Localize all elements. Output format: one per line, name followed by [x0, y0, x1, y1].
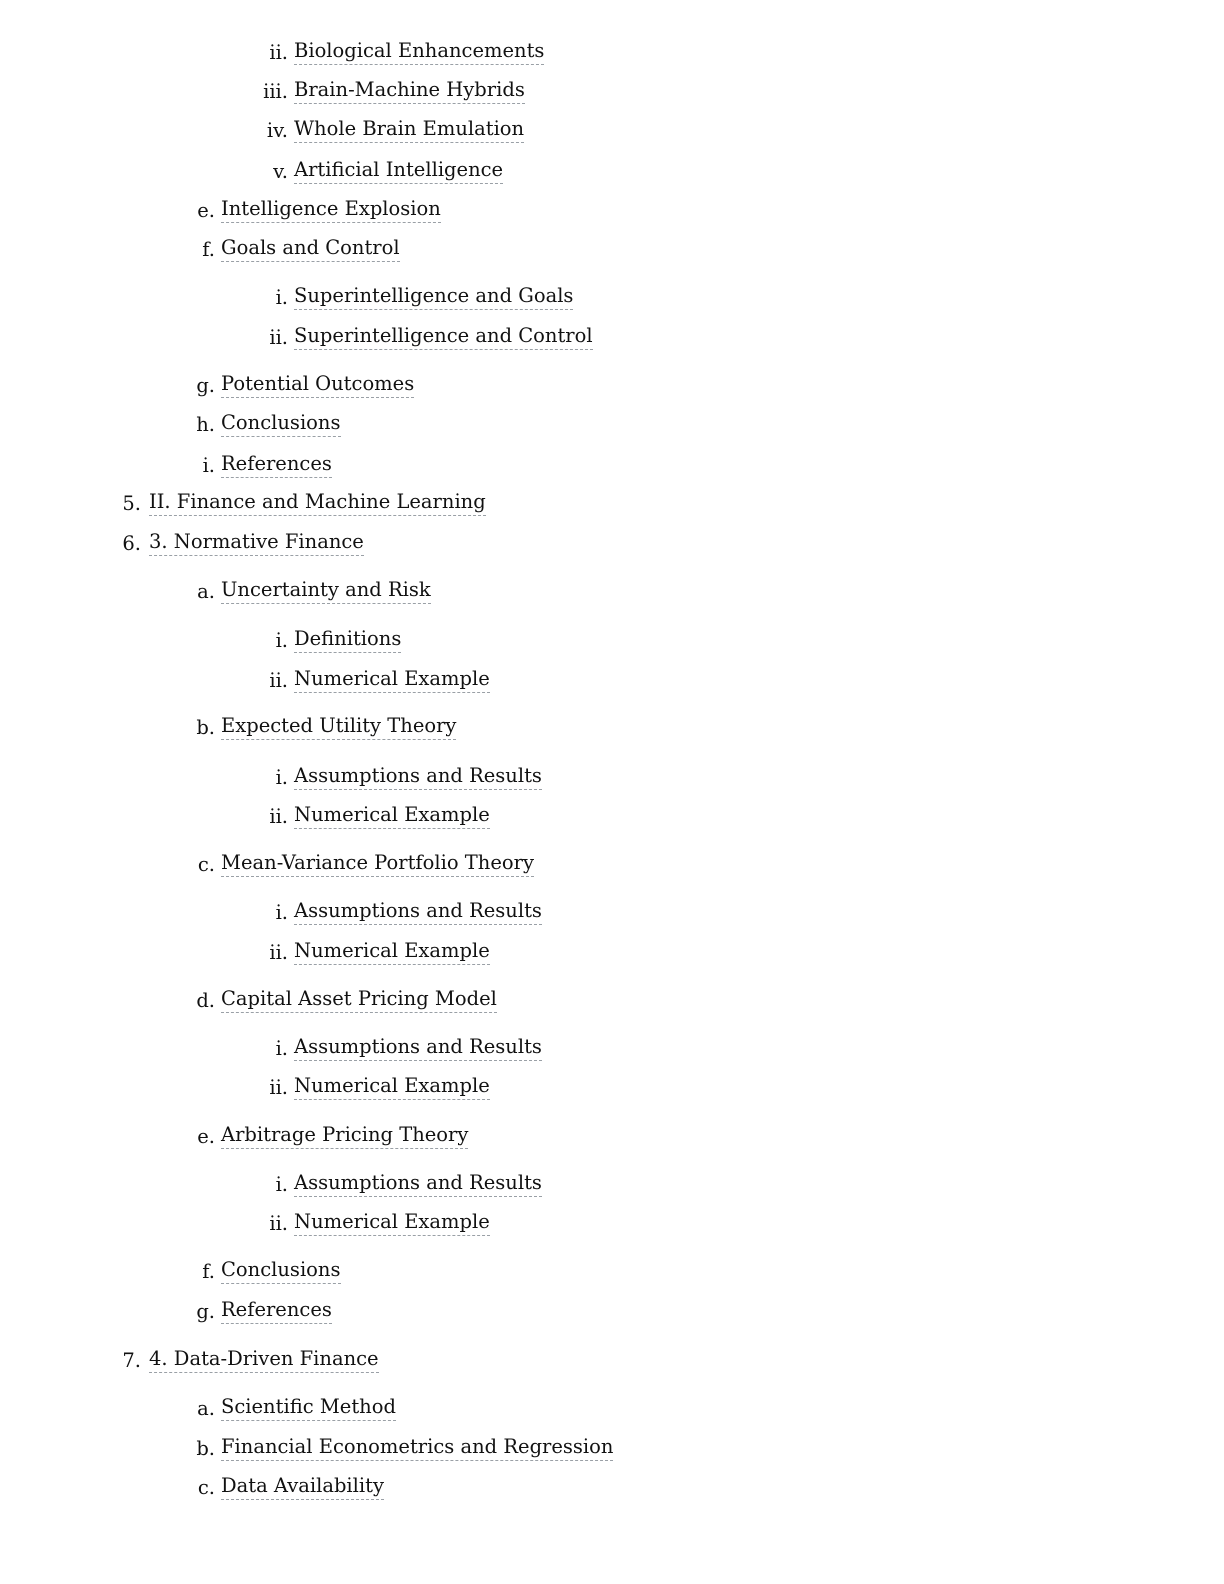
- toc-entry-link[interactable]: Mean-Variance Portfolio Theory: [221, 850, 534, 877]
- toc-entry-link[interactable]: Assumptions and Results: [294, 898, 542, 925]
- toc-entry-number: d.: [196, 989, 215, 1012]
- toc-entry: [0, 986, 1224, 1016]
- toc-entry-number: i.: [275, 286, 288, 309]
- toc-entry-link[interactable]: Numerical Example: [294, 666, 490, 693]
- toc-entry-number: iv.: [266, 119, 288, 142]
- toc-entry-link[interactable]: Arbitrage Pricing Theory: [221, 1122, 468, 1149]
- toc-entry-link[interactable]: Biological Enhancements: [294, 38, 544, 65]
- toc-entry-number: h.: [196, 413, 215, 436]
- toc-entry: [0, 451, 1224, 481]
- toc-entry-link[interactable]: Potential Outcomes: [221, 371, 414, 398]
- toc-entry-link[interactable]: 4. Data-Driven Finance: [149, 1346, 379, 1373]
- toc-entry: [0, 1394, 1224, 1424]
- toc-entry-link[interactable]: Assumptions and Results: [294, 763, 542, 790]
- toc-entry: [0, 713, 1224, 743]
- toc-entry: [0, 489, 1224, 519]
- toc-entry: [0, 666, 1224, 696]
- toc-entry-number: 6.: [122, 532, 141, 555]
- toc-entry: [0, 1122, 1224, 1152]
- toc-entry-number: ii.: [269, 805, 288, 828]
- toc-entry: [0, 1073, 1224, 1103]
- toc-entry: [0, 1257, 1224, 1287]
- toc-entry-number: ii.: [269, 941, 288, 964]
- toc-entry-link[interactable]: Definitions: [294, 626, 401, 653]
- toc-entry-link[interactable]: Whole Brain Emulation: [294, 116, 524, 143]
- toc-entry: [0, 157, 1224, 187]
- toc-entry: [0, 626, 1224, 656]
- toc-entry-link[interactable]: Uncertainty and Risk: [221, 577, 431, 604]
- toc-entry: [0, 577, 1224, 607]
- toc-entry-link[interactable]: Numerical Example: [294, 1209, 490, 1236]
- toc-entry-link[interactable]: Superintelligence and Control: [294, 323, 593, 350]
- toc-entry: [0, 410, 1224, 440]
- toc-entry-number: ii.: [269, 669, 288, 692]
- toc-entry-number: b.: [196, 716, 215, 739]
- toc-entry-link[interactable]: Conclusions: [221, 410, 341, 437]
- toc-entry-link[interactable]: Artificial Intelligence: [294, 157, 503, 184]
- toc-entry-number: ii.: [269, 41, 288, 64]
- toc-entry-number: i.: [275, 901, 288, 924]
- toc-entry-number: b.: [196, 1437, 215, 1460]
- toc-entry-number: ii.: [269, 326, 288, 349]
- toc-entry-number: a.: [197, 580, 215, 603]
- toc-entry-link[interactable]: Superintelligence and Goals: [294, 283, 573, 310]
- toc-entry-link[interactable]: Brain-Machine Hybrids: [294, 77, 525, 104]
- toc-entry-number: a.: [197, 1397, 215, 1420]
- toc-entry: [0, 196, 1224, 226]
- toc-entry: [0, 1346, 1224, 1376]
- toc-entry: [0, 283, 1224, 313]
- toc-entry: [0, 938, 1224, 968]
- toc-entry: [0, 1209, 1224, 1239]
- toc-entry: [0, 802, 1224, 832]
- toc-entry-link[interactable]: II. Finance and Machine Learning: [149, 489, 486, 516]
- toc-entry-number: g.: [196, 374, 215, 397]
- toc-entry-number: i.: [275, 1173, 288, 1196]
- toc-entry: [0, 1170, 1224, 1200]
- toc-entry-number: 7.: [122, 1349, 141, 1372]
- toc-entry-number: g.: [196, 1300, 215, 1323]
- toc-entry-number: i.: [275, 766, 288, 789]
- toc-entry-number: c.: [197, 1476, 215, 1499]
- toc-entry-link[interactable]: Numerical Example: [294, 938, 490, 965]
- toc-entry: [0, 1434, 1224, 1464]
- toc-entry-link[interactable]: Data Availability: [221, 1473, 384, 1500]
- toc-entry: [0, 116, 1224, 146]
- toc-entry: [0, 850, 1224, 880]
- toc-entry-number: i.: [275, 629, 288, 652]
- toc-entry: [0, 1473, 1224, 1503]
- toc-entry-link[interactable]: Expected Utility Theory: [221, 713, 456, 740]
- toc-entry-number: ii.: [269, 1212, 288, 1235]
- toc-entry: [0, 323, 1224, 353]
- toc-entry-number: e.: [197, 1125, 215, 1148]
- toc-entry-link[interactable]: References: [221, 1297, 332, 1324]
- toc-entry-link[interactable]: Conclusions: [221, 1257, 341, 1284]
- toc-entry: [0, 898, 1224, 928]
- toc-entry: [0, 529, 1224, 559]
- toc-entry-number: i.: [202, 454, 215, 477]
- toc-entry-link[interactable]: Financial Econometrics and Regression: [221, 1434, 613, 1461]
- toc-entry-link[interactable]: Numerical Example: [294, 1073, 490, 1100]
- toc-entry: [0, 235, 1224, 265]
- toc-entry-number: 5.: [122, 492, 141, 515]
- toc-entry-number: iii.: [263, 80, 288, 103]
- toc-entry-link[interactable]: 3. Normative Finance: [149, 529, 364, 556]
- toc-entry-number: i.: [275, 1037, 288, 1060]
- toc-entry-link[interactable]: Capital Asset Pricing Model: [221, 986, 497, 1013]
- toc-entry-number: f.: [202, 1260, 215, 1283]
- toc-entry: [0, 763, 1224, 793]
- toc-entry: [0, 371, 1224, 401]
- toc-entry-link[interactable]: Goals and Control: [221, 235, 400, 262]
- toc-entry-link[interactable]: Scientific Method: [221, 1394, 396, 1421]
- toc-entry-link[interactable]: Assumptions and Results: [294, 1170, 542, 1197]
- toc-entry-link[interactable]: Assumptions and Results: [294, 1034, 542, 1061]
- toc-entry-link[interactable]: Intelligence Explosion: [221, 196, 441, 223]
- toc-entry: [0, 1034, 1224, 1064]
- toc-entry: [0, 38, 1224, 68]
- toc-entry-number: e.: [197, 199, 215, 222]
- toc-entry-number: f.: [202, 238, 215, 261]
- toc-entry-number: c.: [197, 853, 215, 876]
- toc-entry-link[interactable]: References: [221, 451, 332, 478]
- toc-entry: [0, 77, 1224, 107]
- toc-entry-link[interactable]: Numerical Example: [294, 802, 490, 829]
- toc-entry-number: ii.: [269, 1076, 288, 1099]
- toc-entry: [0, 1297, 1224, 1327]
- toc-entry-number: v.: [273, 160, 288, 183]
